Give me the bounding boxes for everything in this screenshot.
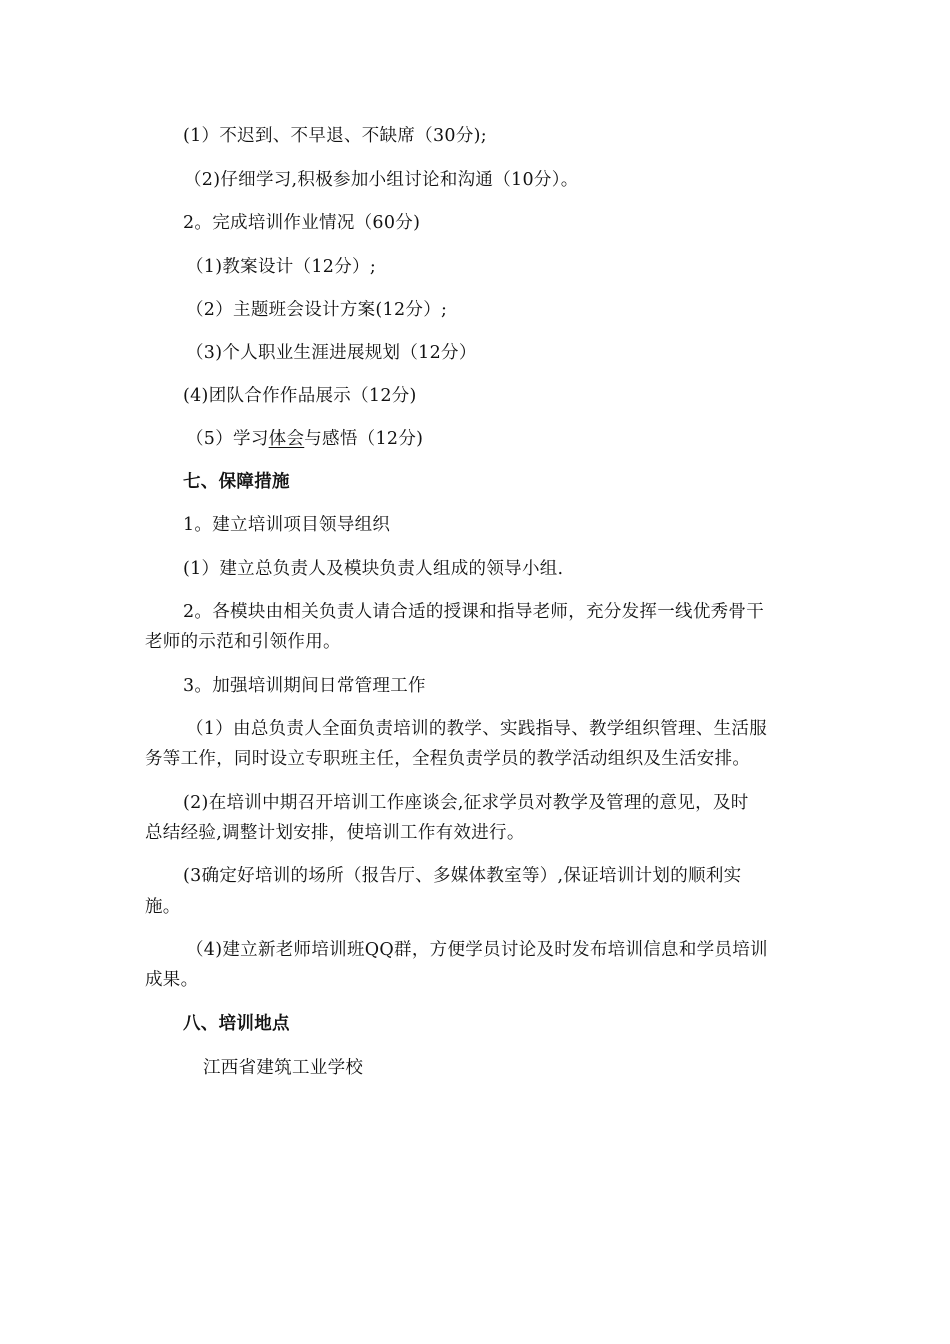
paragraph-head-line2: 务等工作，同时设立专职班主任，全程负责学员的教学活动组织及生活安排。 [145,749,751,769]
score-item-class-meeting: （2）主题班会设计方案(12分）; [186,300,448,320]
score-item-career-plan: （3)个人职业生涯进展规划（12分） [186,343,477,363]
paragraph-management: 3。加强培训期间日常管理工作 [183,676,426,696]
section-heading-location: 八、培训地点 [183,1014,290,1034]
reflection-prefix: （5）学习 [186,429,269,449]
paragraph-venue-line1: (3确定好培训的场所（报告厅、多媒体教室等）,保证培训计划的顺利实 [183,866,742,886]
score-item-lesson-plan: （1)教案设计（12分）; [186,257,377,277]
paragraph-qq-line1: （4)建立新老师培训班QQ群，方便学员讨论及时发布培训信息和学员培训 [186,940,768,960]
paragraph-leadership-group: (1）建立总负责人及模块负责人组成的领导小组. [183,559,564,579]
reflection-suffix: 与感悟（12分) [304,429,424,449]
paragraph-venue-line2: 施。 [145,897,181,917]
score-item-study: （2)仔细学习,积极参加小组讨论和沟通（10分）。 [184,170,579,190]
paragraph-qq-line2: 成果。 [145,970,199,990]
score-item-attendance: (1）不迟到、不早退、不缺席（30分); [183,126,487,146]
reflection-underlined: 体会 [268,429,305,449]
section-heading-safeguards: 七、保障措施 [183,472,290,492]
paragraph-leadership: 1。建立培训项目领导组织 [183,515,391,535]
location-name: 江西省建筑工业学校 [203,1058,364,1078]
paragraph-seminar-line1: (2)在培训中期召开培训工作座谈会,征求学员对教学及管理的意见，及时 [183,793,749,813]
paragraph-head-line1: （1）由总负责人全面负责培训的教学、实践指导、教学组织管理、生活服 [186,719,768,739]
score-item-reflection [186,429,423,449]
paragraph-modules-line2: 老师的示范和引领作用。 [145,632,341,652]
paragraph-seminar-line2: 总结经验,调整计划安排，使培训工作有效进行。 [145,823,525,843]
score-item-team-work: (4)团队合作作品展示（12分) [183,386,417,406]
score-section-homework: 2。完成培训作业情况（60分) [183,213,421,233]
paragraph-modules-line1: 2。各模块由相关负责人请合适的授课和指导老师，充分发挥一线优秀骨干 [183,602,765,622]
